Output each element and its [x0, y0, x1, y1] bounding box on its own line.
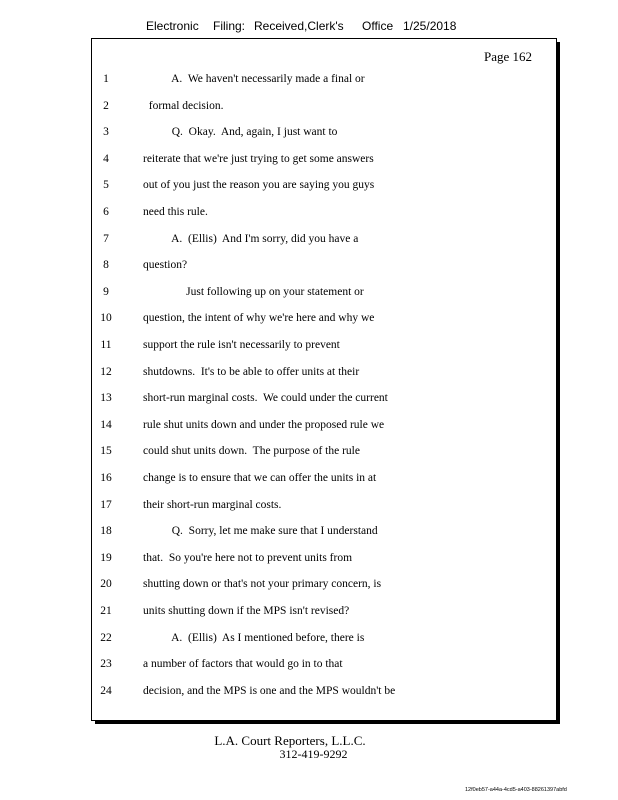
line-text: Q. Okay. And, again, I just want to	[143, 126, 338, 139]
line-text: need this rule.	[143, 206, 208, 218]
line-number: 3	[103, 126, 109, 139]
line-number: 4	[103, 152, 109, 165]
line-text: their short-run marginal costs.	[143, 498, 282, 511]
line-number: 18	[100, 525, 112, 538]
line-number: 9	[103, 285, 109, 298]
transcript-line	[0, 312, 618, 330]
line-text: units shutting down if the MPS isn't revised?	[143, 605, 350, 617]
footer-company: L.A. Court Reporters, L.L.C.	[214, 733, 366, 748]
line-text: that. So you're here not to prevent units from	[143, 551, 353, 564]
line-number: 15	[100, 445, 112, 458]
page-number: Page 162	[484, 49, 533, 64]
filing-header	[0, 19, 618, 37]
line-text: could shut units down. The purpose of the rule	[143, 445, 360, 458]
line-number: 24	[100, 684, 112, 697]
line-text: A. (Ellis) As I mentioned before, there is	[143, 631, 365, 644]
line-text: a number of factors that would go in to that	[143, 658, 343, 671]
line-text: short-run marginal costs. We could under the current	[143, 392, 388, 405]
line-number: 1	[103, 73, 109, 85]
transcript-line	[0, 126, 618, 144]
transcript-line	[0, 259, 618, 277]
line-number: 10	[100, 312, 112, 325]
line-text: question?	[143, 259, 188, 272]
transcript-line	[0, 392, 618, 410]
line-number: 17	[100, 498, 112, 511]
line-text: out of you just the reason you are saying you guys	[143, 179, 375, 192]
line-number: 23	[100, 658, 112, 671]
line-text: rule shut units down and under the proposed rule we	[143, 418, 385, 431]
line-number: 14	[100, 418, 112, 431]
transcript-line	[0, 578, 618, 596]
line-number: 22	[100, 631, 112, 644]
line-number: 7	[103, 232, 109, 245]
transcript-line	[0, 366, 618, 384]
header-word-filing: Filing:	[213, 19, 246, 33]
transcript-line	[0, 286, 618, 304]
transcript-line	[0, 153, 618, 171]
line-text: shutting down or that's not your primary concern, is	[143, 578, 382, 591]
transcript-line	[0, 445, 618, 463]
line-number: 13	[100, 392, 112, 405]
header-word-received: Received,Clerk's	[254, 19, 344, 33]
footer-phone: 312-419-9292	[279, 747, 348, 761]
transcript-line	[0, 632, 618, 650]
line-text: change is to ensure that we can offer the units in at	[143, 472, 377, 484]
line-text: question, the intent of why we're here and why we	[143, 312, 375, 325]
line-number: 2	[103, 99, 109, 112]
line-text: Q. Sorry, let me make sure that I understand	[143, 525, 378, 538]
line-text: support the rule isn't necessarily to prevent	[143, 339, 340, 351]
line-number: 5	[103, 179, 109, 192]
line-text: Just following up on your statement or	[143, 285, 364, 298]
transcript-line	[0, 552, 618, 570]
transcript-line	[0, 658, 618, 676]
transcript-line	[0, 179, 618, 197]
line-text: formal decision.	[143, 99, 224, 112]
line-number: 20	[100, 578, 112, 591]
line-text: shutdowns. It's to be able to offer units at their	[143, 365, 360, 378]
document-id: 12f0eb57-a44a-4cd5-a403-88261397abfd	[465, 787, 567, 793]
transcript-line	[0, 472, 618, 490]
line-number: 19	[100, 551, 112, 564]
line-number: 8	[103, 259, 109, 272]
line-text: A. (Ellis) And I'm sorry, did you have a	[143, 232, 359, 245]
header-word-office: Office	[362, 19, 394, 33]
transcript-line	[0, 605, 618, 623]
transcript-line	[0, 499, 618, 517]
line-number: 16	[100, 472, 112, 484]
line-number: 6	[103, 206, 109, 218]
transcript-line	[0, 206, 618, 224]
line-text: decision, and the MPS is one and the MPS wouldn't be	[143, 684, 396, 697]
transcript-line	[0, 73, 618, 91]
line-number: 12	[100, 365, 112, 378]
transcript-line	[0, 419, 618, 437]
line-number: 21	[100, 605, 112, 617]
header-word-electronic: Electronic	[146, 19, 199, 33]
transcript-line	[0, 525, 618, 543]
header-date: 1/25/2018	[403, 19, 457, 33]
transcript-line	[0, 685, 618, 703]
line-text: reiterate that we're just trying to get some answers	[143, 152, 374, 165]
line-number: 11	[100, 339, 112, 351]
transcript-line	[0, 100, 618, 118]
transcript-line	[0, 233, 618, 251]
line-text: A. We haven't necessarily made a final or	[143, 73, 365, 85]
transcript-line	[0, 339, 618, 357]
